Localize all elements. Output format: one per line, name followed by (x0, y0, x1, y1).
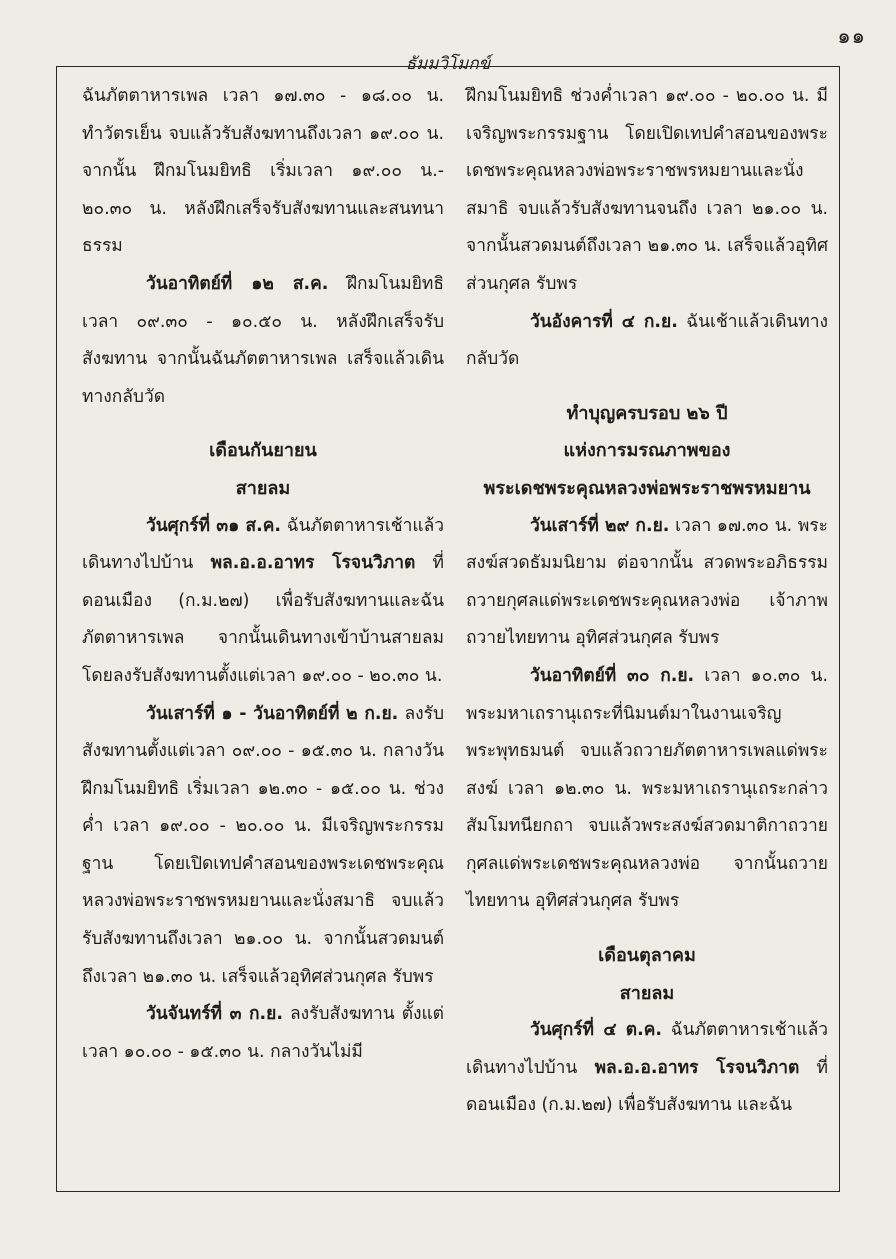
spacer (466, 379, 828, 395)
paragraph-text: ฉันภัตตาหารเช้าแล้วเดินทางไปบ้าน (466, 1020, 828, 1078)
host-name: พล.อ.อ.อาทร โรจนวิภาต (594, 1057, 800, 1078)
paragraph (466, 658, 828, 921)
paragraph-text: ที่ดอนเมือง (ก.ม.๒๗) เพื่อรับสังฆทานและฉันภัตตาหารเพล จากนั้นเดินทางเข้าบ้านสายลมโดยลงรับสังฆทานตั้งแต่เวลา ๑๙.๐๐ - ๒๐.๓๐ น. (82, 553, 445, 686)
paragraph-text: ลงรับสังฆทาน ตั้งแต่เวลา ๑๐.๐๐ - ๑๕.๓๐ น. กลางวันไม่มี (82, 1004, 444, 1062)
paragraph-text: ฉันเช้าแล้วเดินทางกลับวัด (466, 311, 828, 370)
date-label: วันอังคารที่ ๔ ก.ย. (530, 311, 678, 332)
left-column (82, 78, 444, 1071)
paragraph (82, 996, 444, 1071)
month-heading: เดือนกันยายน (209, 440, 317, 462)
paragraph-text: ที่ดอนเมือง (ก.ม.๒๗) เพื่อรับสังฆทาน และฉัน (466, 1057, 829, 1116)
date-label: วันอาทิตย์ที่ ๑๒ ส.ค. (146, 273, 329, 294)
paragraph (82, 508, 444, 696)
place-heading: สายลม (235, 477, 291, 499)
page-number: ๑๑ (837, 24, 866, 48)
date-label: วันอาทิตย์ที่ ๓๐ ก.ย. (530, 665, 695, 686)
merit-heading: พระเดชพระคุณหลวงพ่อพระราชพรหมยาน (483, 477, 811, 499)
date-label: วันเสาร์ที่ ๑ - วันอาทิตย์ที่ ๒ ก.ย. (146, 703, 399, 724)
running-head: ธัมมวิโมกข์ (405, 54, 491, 74)
paragraph-text: ฉันภัตตาหารเช้าแล้ว เดินทางไปบ้าน (82, 515, 444, 574)
place-heading: สายลม (619, 982, 675, 1004)
merit-heading: ทำบุญครบรอบ ๒๖ ปี (566, 402, 728, 424)
paragraph-text: ฝึกมโนมยิทธิ เวลา ๐๙.๓๐ - ๑๐.๕๐ น. หลังฝึกเสร็จรับสังฆทาน จากนั้นฉันภัตตาหารเพล เสร็จแล้วเดินทางกลับวัด (82, 273, 444, 407)
paragraph (466, 304, 828, 379)
spacer (82, 416, 444, 432)
paragraph (466, 508, 828, 658)
paragraph (82, 266, 444, 416)
right-column (466, 78, 828, 1125)
month-heading: เดือนตุลาคม (598, 945, 696, 967)
host-name: พล.อ.อ.อาทร โรจนวิภาต (210, 553, 416, 574)
merit-heading: แห่งการมรณภาพของ (563, 440, 731, 462)
spacer (466, 921, 828, 937)
paragraph: ฝึกมโนมยิทธิ ช่วงค่ำเวลา ๑๙.๐๐ - ๒๐.๐๐ น. มีเจริญพระกรรมฐาน โดยเปิดเทปคำสอนของพระเดชพระคุณหลวงพ่อพระราชพรหมยานและนั่งสมาธิ จบแล้วรับสังฆทานจนถึง เวลา ๒๑.๐๐ น. จากนั้นสวดมนต์ถึงเวลา ๒๑.๓๐ น. เสร็จแล้วอุทิศส่วนกุศล รับพร (466, 86, 828, 294)
paragraph (82, 696, 444, 997)
paragraph-text: เวลา ๑๐.๓๐ น. พระมหาเถรานุเถระที่นิมนต์มาในงานเจริญพระพุทธมนต์ จบแล้วถวายภัตตาหารเพลแด่พระสงฆ์ เวลา ๑๒.๓๐ น. พระมหาเถรานุเถระกล่าวสัมโมทนียกถา จบแล้วพระสงฆ์สวดมาติกาถวายกุศลแด่พระเดชพระคุณหลวงพ่อ จากนั้นถวายไทยทาน อุทิศส่วนกุศล รับพร (466, 665, 828, 912)
paragraph: ฉันภัตตาหารเพล เวลา ๑๗.๓๐ - ๑๘.๐๐ น. ทำวัตรเย็น จบแล้วรับสังฆทานถึงเวลา ๑๙.๐๐ น. จากนั้น ฝึกมโนมยิทธิ เริ่มเวลา ๑๙.๐๐ น.- ๒๐.๓๐ น. หลังฝึกเสร็จรับสังฆทานและสนทนาธรรม (82, 86, 444, 257)
paragraph-text: ลงรับสังฆทานตั้งแต่เวลา ๐๙.๐๐ - ๑๕.๓๐ น. กลางวันฝึกมโนมยิทธิ เริ่มเวลา ๑๒.๓๐ - ๑๕.๐๐ น. ช่วงค่ำ เวลา ๑๙.๐๐ - ๒๐.๐๐ น. มีเจริญพระกรรมฐาน โดยเปิดเทปคำสอนของพระเดชพระคุณหลวงพ่อพระราชพรหมยานและนั่งสมาธิ จบแล้วรับสังฆทานถึงเวลา ๒๑.๐๐ น. จากนั้นสวดมนต์ถึงเวลา ๒๑.๓๐ น. เสร็จแล้วอุทิศส่วนกุศล รับพร (82, 703, 444, 987)
date-label: วันเสาร์ที่ ๒๙ ก.ย. (530, 515, 670, 536)
paragraph-text: เวลา ๑๗.๓๐ น. พระสงฆ์สวดธัมมนิยาม ต่อจากนั้น สวดพระอภิธรรมถวายกุศลแด่พระเดชพระคุณหลวงพ่อ เจ้าภาพถวายไทยทาน อุทิศส่วนกุศล รับพร (466, 515, 829, 649)
paragraph (466, 1012, 828, 1125)
date-label: วันจันทร์ที่ ๓ ก.ย. (146, 1004, 283, 1025)
date-label: วันศุกร์ที่ ๓๑ ส.ค. (146, 515, 281, 536)
date-label: วันศุกร์ที่ ๔ ต.ค. (530, 1020, 662, 1041)
